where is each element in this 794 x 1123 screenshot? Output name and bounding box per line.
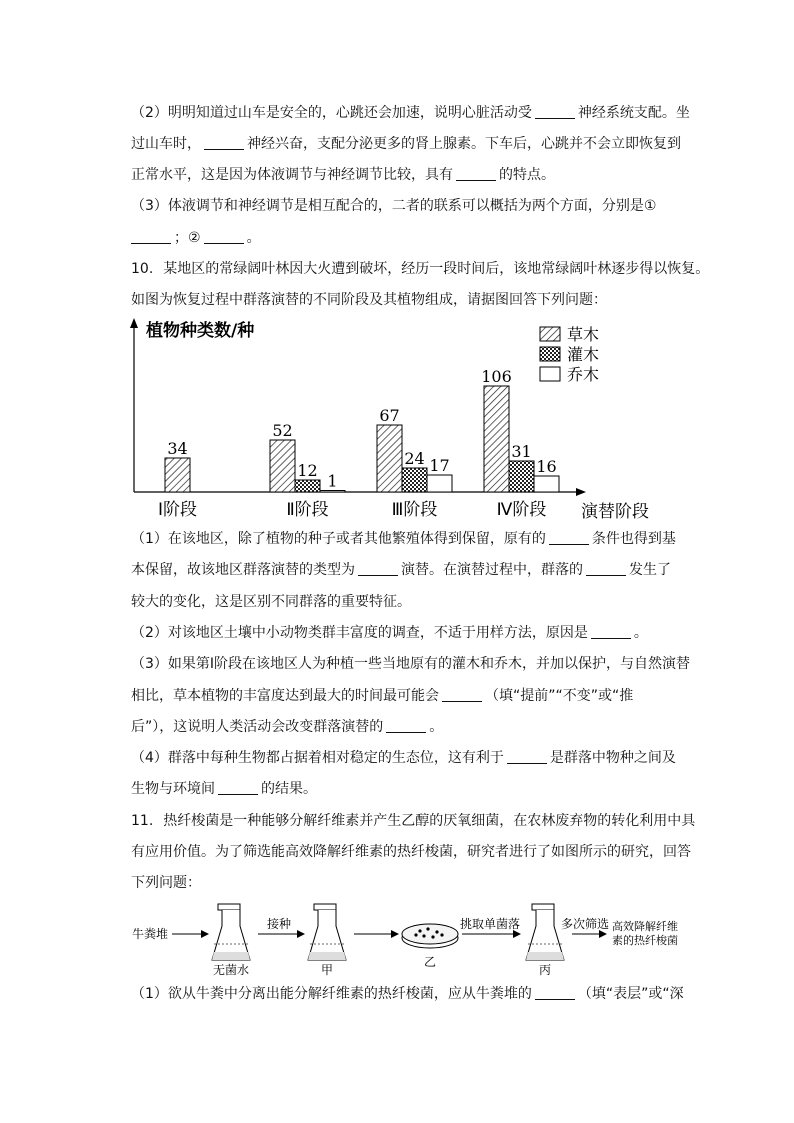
bar-stage3-herb — [377, 425, 402, 492]
q9-part3-line1 — [131, 196, 656, 216]
q10-intro-line1 — [131, 259, 709, 279]
q10-text: 后”），这说明人类活动会改变群落演替的 — [131, 719, 384, 735]
q9-text: 正常水平，这是因为体液调节与神经调节比较，具有 — [131, 167, 453, 183]
answer-blank[interactable] — [507, 749, 547, 764]
value-stage3-herb: 67 — [379, 406, 400, 425]
q10-text: （4）群落中每种生物都占据着相对稳定的生态位，这有利于 — [131, 750, 504, 766]
q10-part1-line1 — [131, 529, 676, 549]
q9-text: 过山车时， — [131, 136, 201, 152]
screening-flow-diagram — [128, 898, 688, 978]
x-axis-label: 演替阶段 — [581, 502, 649, 522]
flask1-label: 甲 — [320, 963, 334, 977]
step1-label: 接种 — [266, 917, 292, 931]
legend-swatch-shrub — [540, 347, 560, 361]
q9-text: 。 — [246, 230, 261, 246]
value-stage2-tree: 1 — [327, 471, 338, 491]
q11-part1-line1 — [131, 984, 684, 1004]
q10-text: 发生了 — [629, 562, 671, 578]
q10-text: （3）如果第Ⅰ阶段在该地区人为种植一些当地原有的灌木和乔木，并加以保护，与自然演替 — [131, 656, 691, 672]
q9-part2-line1 — [131, 103, 690, 123]
step3-label: 多次筛选 — [560, 917, 610, 931]
bar-stage2-shrub — [295, 480, 320, 492]
legend-label-shrub: 灌木 — [567, 345, 600, 364]
result-label-line2: 素的热纤梭菌 — [612, 934, 678, 947]
step2-label: 挑取单菌落 — [459, 917, 521, 931]
q10-text: （2）对该地区土壤中小动物类群丰富度的调查，不适于用样方法，原因是 — [131, 625, 588, 641]
q10-text: 条件也得到基 — [591, 531, 676, 547]
flask-sterile-water-icon — [212, 904, 250, 960]
bar-stage4-herb — [484, 386, 509, 492]
bar-stage2-herb — [270, 440, 295, 492]
q10-text: （1）在该地区，除了植物的种子或者其他繁殖体得到保留，原有的 — [131, 531, 546, 547]
answer-blank[interactable] — [456, 166, 496, 181]
flask-bing-icon — [526, 904, 564, 960]
value-stage3-tree: 17 — [429, 456, 450, 475]
q11-intro-line2 — [131, 842, 691, 862]
q10-part4-line1 — [131, 748, 676, 768]
q9-part3-line2 — [131, 228, 261, 248]
q9-text: 神经系统支配。坐 — [577, 105, 690, 121]
q10-part1-line3 — [131, 592, 411, 612]
q10-part3-line3 — [131, 717, 443, 737]
q11-text: （1）欲从牛粪中分离出能分解纤维素的热纤梭菌，应从牛粪堆的 — [131, 986, 532, 1002]
q11-text: （填“表层”或“深 — [577, 986, 684, 1002]
q10-text: （填“提前”“不变”或“推 — [485, 688, 634, 704]
q9-text: （2）明明知道过山车是安全的，心跳还会加速，说明心脏活动受 — [131, 105, 532, 121]
value-stage2-herb: 52 — [272, 421, 293, 440]
answer-blank[interactable] — [591, 624, 631, 639]
y-axis-label: 植物种类数/种 — [146, 321, 255, 341]
q10-text: 演替。在演替过程中，群落的 — [401, 562, 583, 578]
category-label: Ⅰ阶段 — [157, 500, 198, 520]
dish-label: 乙 — [423, 955, 437, 969]
q11-intro-line3 — [131, 873, 201, 893]
legend-label-herb: 草木 — [567, 325, 600, 344]
q10-text: 的结果。 — [261, 781, 317, 797]
answer-blank[interactable] — [386, 718, 426, 733]
q10-part3-line1 — [131, 654, 690, 674]
q10-text: 较大的变化，这是区别不同群落的重要特征。 — [131, 594, 411, 610]
q9-text: （3）体液调节和神经调节是相互配合的，二者的联系可以概括为两个方面，分别是① — [131, 198, 657, 214]
result-label-line1: 高效降解纤维 — [612, 920, 678, 933]
q10-part4-line2 — [131, 779, 317, 799]
q10-text: 。 — [429, 719, 444, 735]
category-label: Ⅲ阶段 — [391, 500, 438, 520]
q11-text: 有应用价值。为了筛选能高效降解纤维素的热纤梭菌，研究者进行了如图所示的研究，回答 — [131, 844, 691, 860]
flask2-label: 丙 — [538, 963, 552, 977]
q10-text: 。 — [633, 625, 648, 641]
answer-blank[interactable] — [549, 530, 589, 545]
q11-text: 下列问题： — [131, 875, 201, 891]
answer-blank[interactable] — [131, 229, 171, 244]
q10-text: 是群落中物种之间及 — [549, 750, 676, 766]
legend-swatch-herb — [540, 327, 560, 341]
bar-stage1-herb — [165, 458, 190, 492]
succession-bar-chart — [118, 316, 668, 522]
q9-text: ；② — [174, 230, 201, 246]
legend-label-tree: 乔木 — [567, 365, 600, 384]
q9-text: 神经兴奋，支配分泌更多的肾上腺素。下车后，心跳并不会立即恢复到 — [247, 136, 681, 152]
legend-swatch-tree — [540, 367, 560, 381]
category-label: Ⅱ阶段 — [286, 500, 329, 520]
value-stage3-shrub: 24 — [404, 449, 425, 468]
answer-blank[interactable] — [218, 780, 258, 795]
y-axis-arrow — [130, 318, 138, 328]
answer-blank[interactable] — [535, 104, 575, 119]
bar-stage3-shrub — [402, 468, 427, 492]
q10-intro-line2 — [131, 290, 607, 310]
q10-part3-line2 — [131, 686, 633, 706]
q9-text: 的特点。 — [499, 167, 555, 183]
q10-text: 本保留，故该地区群落演替的类型为 — [131, 562, 355, 578]
bar-stage4-tree — [534, 476, 559, 492]
q10-text: 某地区的常绿阔叶林因大火遭到破坏，经历一段时间后，该地常绿阔叶林逐步得以恢复。 — [163, 261, 710, 277]
q10-part1-line2 — [131, 560, 671, 580]
value-stage2-shrub: 12 — [297, 461, 318, 480]
value-stage4-herb: 106 — [481, 367, 512, 386]
question-number: 10. — [131, 261, 154, 277]
answer-blank[interactable] — [358, 561, 398, 576]
q9-part2-line3 — [131, 165, 555, 185]
source-label: 牛粪堆 — [132, 927, 169, 941]
q10-part2-line1 — [131, 623, 648, 643]
answer-blank[interactable] — [535, 985, 575, 1000]
flask-jia-icon — [308, 904, 346, 960]
category-label: Ⅳ阶段 — [496, 500, 547, 520]
question-number: 11. — [131, 813, 154, 829]
petri-dish-icon — [402, 924, 458, 948]
q10-text: 如图为恢复过程中群落演替的不同阶段及其植物组成，请据图回答下列问题： — [131, 292, 607, 308]
flask0-label: 无菌水 — [212, 963, 250, 977]
value-stage1-herb: 34 — [167, 439, 188, 458]
x-axis-arrow — [576, 488, 586, 496]
q10-text: 生物与环境间 — [131, 781, 215, 797]
q10-text: 相比，草本植物的丰富度达到最大的时间最可能会 — [131, 688, 439, 704]
q11-text: 热纤梭菌是一种能够分解纤维素并产生乙醇的厌氧细菌，在农林废弃物的转化利用中具 — [163, 813, 696, 829]
q11-intro-line1 — [131, 811, 695, 831]
q9-part2-line2 — [131, 134, 681, 154]
bar-stage4-shrub — [509, 461, 534, 492]
answer-blank[interactable] — [442, 687, 482, 702]
bar-stage2-tree — [320, 491, 345, 493]
value-stage4-tree: 16 — [536, 457, 557, 476]
value-stage4-shrub: 31 — [511, 442, 532, 461]
bar-stage3-tree — [427, 475, 452, 492]
answer-blank[interactable] — [204, 135, 244, 150]
answer-blank[interactable] — [586, 561, 626, 576]
answer-blank[interactable] — [204, 229, 244, 244]
